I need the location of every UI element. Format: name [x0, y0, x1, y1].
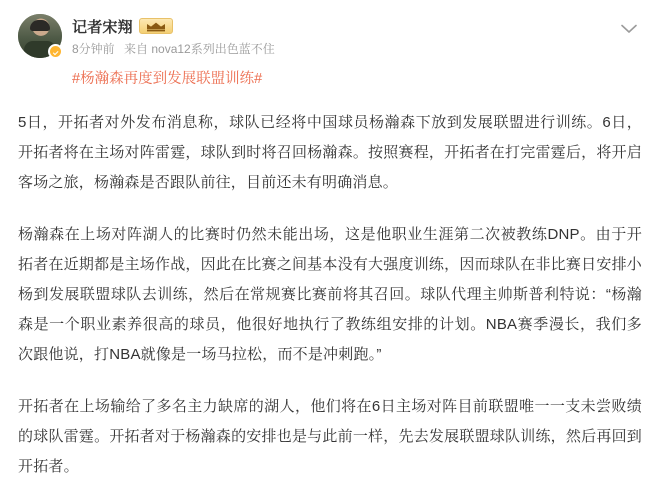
- avatar-hair: [30, 20, 50, 31]
- verified-check-icon: [48, 44, 63, 59]
- crown-icon[interactable]: [139, 18, 173, 34]
- post-subinfo: [72, 41, 616, 57]
- post-source[interactable]: 来自 nova12系列出色蓝不住: [124, 42, 275, 56]
- chevron-down-icon[interactable]: [616, 16, 642, 42]
- post-content: [18, 108, 642, 482]
- post-paragraph: 5日，开拓者对外发布消息称，球队已经将中国球员杨瀚森下放到发展联盟进行训练。6日，开拓者将在主场对阵雷霆，球队到时将召回杨瀚森。按照赛程，开拓者在打完雷霆后，将开启客场之旅，杨瀚森是否跟队前往，目前还未有明确消息。: [18, 114, 642, 191]
- avatar[interactable]: [18, 14, 62, 58]
- author-name[interactable]: 记者宋翔: [72, 18, 133, 36]
- post-header: [18, 14, 642, 60]
- post-meta: [72, 14, 616, 57]
- post-paragraph: 杨瀚森在上场对阵湖人的比赛时仍然未能出场，这是他职业生涯第二次被教练DNP。由于开拓者在近期都是主场作战，因此在比赛之间基本没有大强度训练，因而球队在非比赛日安排小杨到发展联盟球队去训练，然后在常规赛比赛前将其召回。球队代理主帅斯普利特说：“杨瀚森是一个职业素养很高的球员，他很好地执行了教练组安排的计划。NBA赛季漫长，我们多次跟他说，打NBA就像是一场马拉松，而不是冲刺跑。”: [18, 226, 642, 363]
- post-time: 8分钟前: [72, 42, 115, 56]
- post-paragraph: 开拓者在上场输给了多名主力缺席的湖人，他们将在6日主场对阵目前联盟唯一一支未尝败绩的球队雷霆。开拓者对于杨瀚森的安排也是与此前一样，先去发展联盟球队训练，然后再回到开拓者。: [18, 398, 642, 475]
- author-row: [72, 15, 616, 37]
- topic-link[interactable]: #杨瀚森再度到发展联盟训练#: [72, 71, 263, 87]
